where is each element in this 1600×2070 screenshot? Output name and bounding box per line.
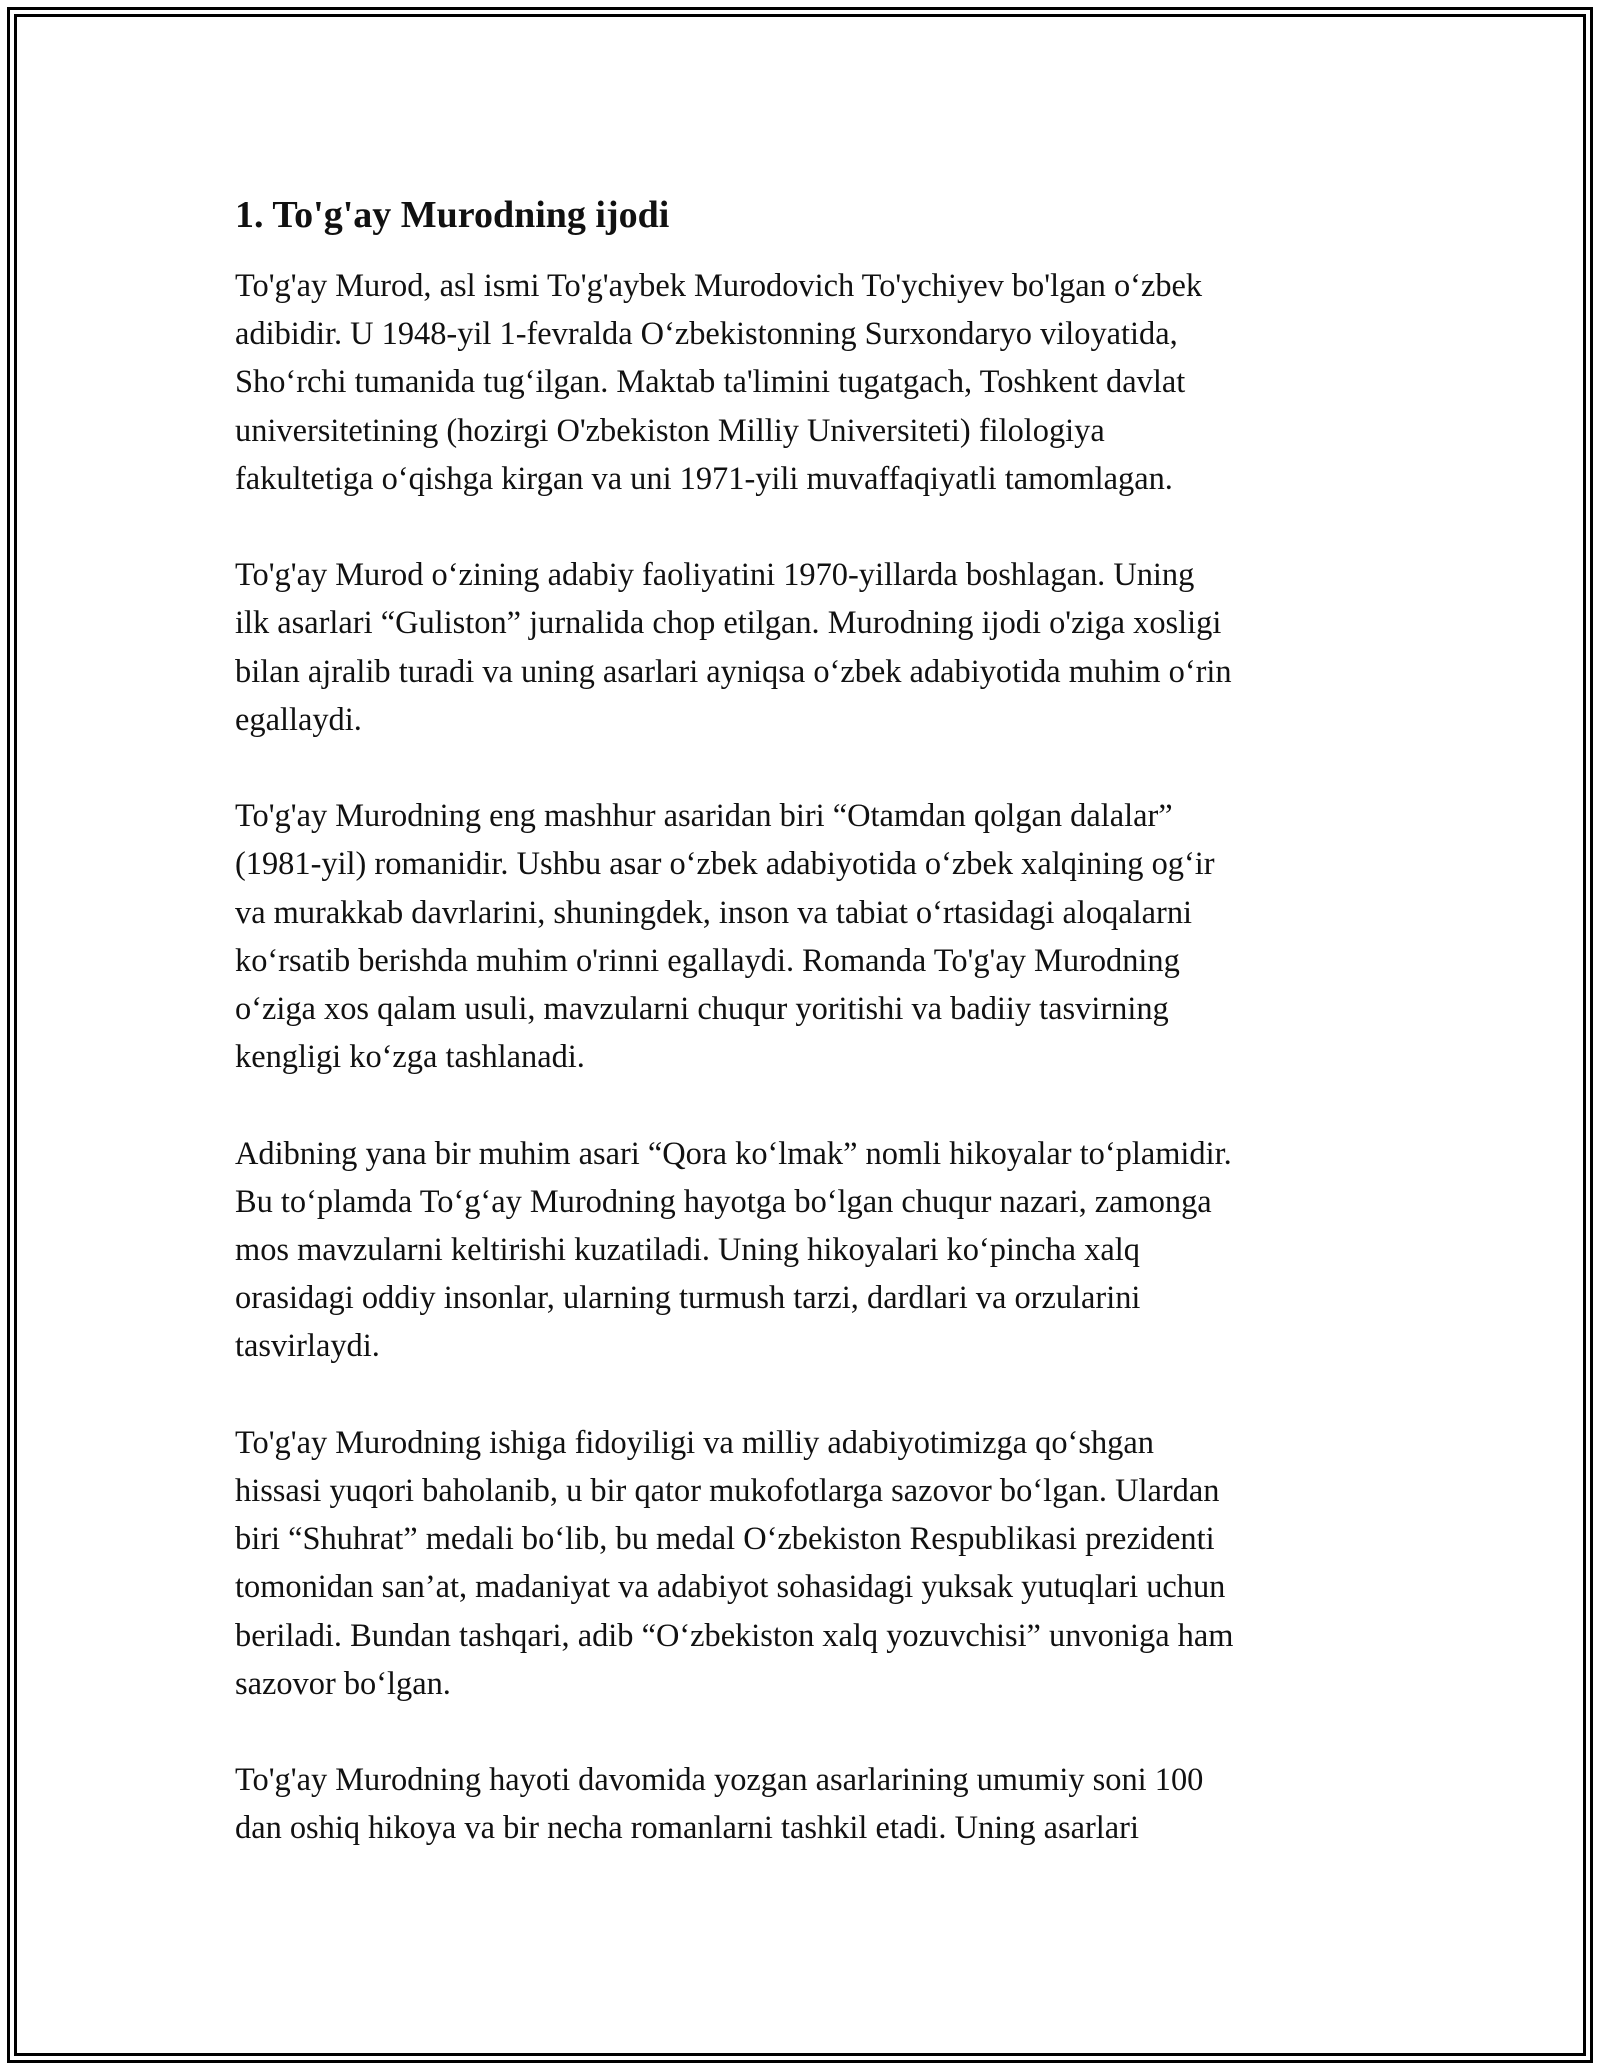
paragraph-literary-career	[235, 551, 1385, 744]
text-line: beriladi. Bundan tashqari, adib “Oʻzbekiston xalq yozuvchisi” unvoniga ham	[235, 1617, 1234, 1654]
text-line: adibidir. U 1948-yil 1-fevralda Oʻzbekistonning Surxondaryo viloyatida,	[235, 316, 1178, 353]
text-line: (1981-yil) romanidir. Ushbu asar oʻzbek adabiyotida oʻzbek xalqining ogʻir	[235, 846, 1215, 883]
text-line: universitetining (hozirgi O'zbekiston Milliy Universiteti) filologiya	[235, 412, 1105, 449]
text-line: Adibning yana bir muhim asari “Qora koʻlmak” nomli hikoyalar toʻplamidir.	[235, 1135, 1232, 1172]
paragraph-biography	[235, 262, 1385, 503]
text-line: bilan ajralib turadi va uning asarlari ayniqsa oʻzbek adabiyotida muhim oʻrin	[235, 653, 1232, 690]
text-line: koʻrsatib berishda muhim o'rinni egallaydi. Romanda To'g'ay Murodning	[235, 942, 1180, 979]
text-line: Bu toʻplamda Toʻgʻay Murodning hayotga boʻlgan chuqur nazari, zamonga	[235, 1183, 1212, 1220]
text-line: hissasi yuqori baholanib, u bir qator mukofotlarga sazovor boʻlgan. Ulardan	[235, 1473, 1220, 1510]
paragraph-works-count	[235, 1756, 1385, 1852]
text-line: orasidagi oddiy insonlar, ularning turmush tarzi, dardlari va orzularini	[235, 1280, 1141, 1317]
paragraph-story-collection	[235, 1130, 1385, 1371]
text-line: tomonidan san’at, madaniyat va adabiyot sohasidagi yuksak yutuqlari uchun	[235, 1569, 1226, 1606]
text-line: fakultetiga oʻqishga kirgan va uni 1971-yili muvaffaqiyatli tamomlagan.	[235, 460, 1173, 497]
text-line: To'g'ay Murod, asl ismi To'g'aybek Murodovich To'ychiyev bo'lgan oʻzbek	[235, 268, 1203, 304]
text-line: tasvirlaydi.	[235, 1328, 380, 1365]
text-line: To'g'ay Murodning eng mashhur asaridan biri “Otamdan qolgan dalalar”	[235, 798, 1173, 835]
document-title: 1. To'g'ay Murodning ijodi	[235, 194, 670, 236]
text-line: ilk asarlari “Guliston” jurnalida chop etilgan. Murodning ijodi o'ziga xosligi	[235, 605, 1222, 642]
paragraph-awards	[235, 1419, 1385, 1708]
text-line: To'g'ay Murodning ishiga fidoyiligi va milliy adabiyotimizga qoʻshgan	[235, 1424, 1154, 1461]
text-line: oʻziga xos qalam usuli, mavzularni chuqur yoritishi va badiiy tasvirning	[235, 991, 1169, 1028]
text-line: mos mavzularni keltirishi kuzatiladi. Uning hikoyalari koʻpincha xalq	[235, 1232, 1140, 1269]
text-line: sazovor boʻlgan.	[235, 1665, 451, 1702]
text-line: kengligi koʻzga tashlanadi.	[235, 1039, 585, 1076]
document-body	[235, 188, 1385, 1901]
text-line: To'g'ay Murodning hayoti davomida yozgan asarlarining umumiy soni 100	[235, 1762, 1204, 1799]
text-line: va murakkab davrlarini, shuningdek, inson va tabiat oʻrtasidagi aloqalarni	[235, 894, 1193, 931]
text-line: To'g'ay Murod oʻzining adabiy faoliyatini 1970-yillarda boshlagan. Uning	[235, 557, 1195, 594]
text-line: dan oshiq hikoya va bir necha romanlarni tashkil etadi. Uning asarlari	[235, 1810, 1139, 1847]
paragraph-famous-novel	[235, 792, 1385, 1081]
text-line: biri “Shuhrat” medali boʻlib, bu medal Oʻzbekiston Respublikasi prezidenti	[235, 1521, 1215, 1558]
text-line: egallaydi.	[235, 701, 362, 738]
text-line: Shoʻrchi tumanida tugʻilgan. Maktab ta'limini tugatgach, Toshkent davlat	[235, 364, 1186, 401]
